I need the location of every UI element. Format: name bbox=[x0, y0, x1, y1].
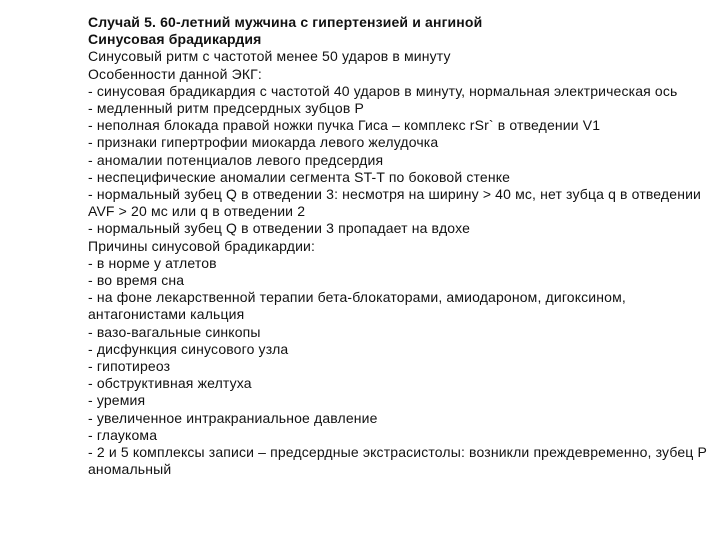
ecg-features-heading: Особенности данной ЭКГ: bbox=[88, 65, 262, 82]
list-item: - гипотиреоз bbox=[88, 358, 171, 375]
list-item: - 2 и 5 комплексы записи – предсердные экстрасистолы: возникли преждевременно, зубец Р аномальный bbox=[88, 444, 707, 478]
list-item: - синусовая брадикардия с частотой 40 ударов в минуту, нормальная электрическая ось bbox=[88, 82, 678, 99]
list-item: - дисфункция синусового узла bbox=[88, 340, 289, 357]
list-item: - на фоне лекарственной терапии бета-блокаторами, амиодароном, дигоксином, антагонистами кальция bbox=[88, 289, 626, 323]
list-item: - увеличенное интракраниальное давление bbox=[88, 409, 378, 426]
list-item: - неполная блокада правой ножки пучка Гиса – комплекс rSr` в отведении V1 bbox=[88, 117, 601, 134]
list-item: - медленный ритм предсердных зубцов Р bbox=[88, 100, 364, 117]
list-item: - нормальный зубец Q в отведении 3 пропадает на вдохе bbox=[88, 220, 471, 237]
list-item: - глаукома bbox=[88, 426, 158, 443]
list-item: - уремия bbox=[88, 392, 146, 409]
list-item: - аномалии потенциалов левого предсердия bbox=[88, 151, 384, 168]
list-item: - неспецифические аномалии сегмента ST-T по боковой стенке bbox=[88, 168, 511, 185]
case-title: Случай 5. 60-летний мужчина с гипертензией и ангиной bbox=[88, 14, 483, 30]
text-line: Синусовый ритм с частотой менее 50 ударов в минуту bbox=[88, 48, 451, 65]
slide-content bbox=[88, 14, 713, 478]
list-item: - в норме у атлетов bbox=[88, 254, 217, 271]
list-item: - обструктивная желтуха bbox=[88, 375, 252, 392]
list-item: - нормальный зубец Q в отведении 3: несмотря на ширину > 40 мс, нет зубца q в отведении AVF > 20 мс или q в отведении 2 bbox=[88, 186, 702, 220]
diagnosis-heading: Синусовая брадикардия bbox=[88, 31, 262, 48]
list-item: - вазо-вагальные синкопы bbox=[88, 323, 261, 340]
list-item: - во время сна bbox=[88, 272, 185, 289]
causes-heading: Причины синусовой брадикардии: bbox=[88, 237, 316, 254]
list-item: - признаки гипертрофии миокарда левого желудочка bbox=[88, 134, 439, 151]
